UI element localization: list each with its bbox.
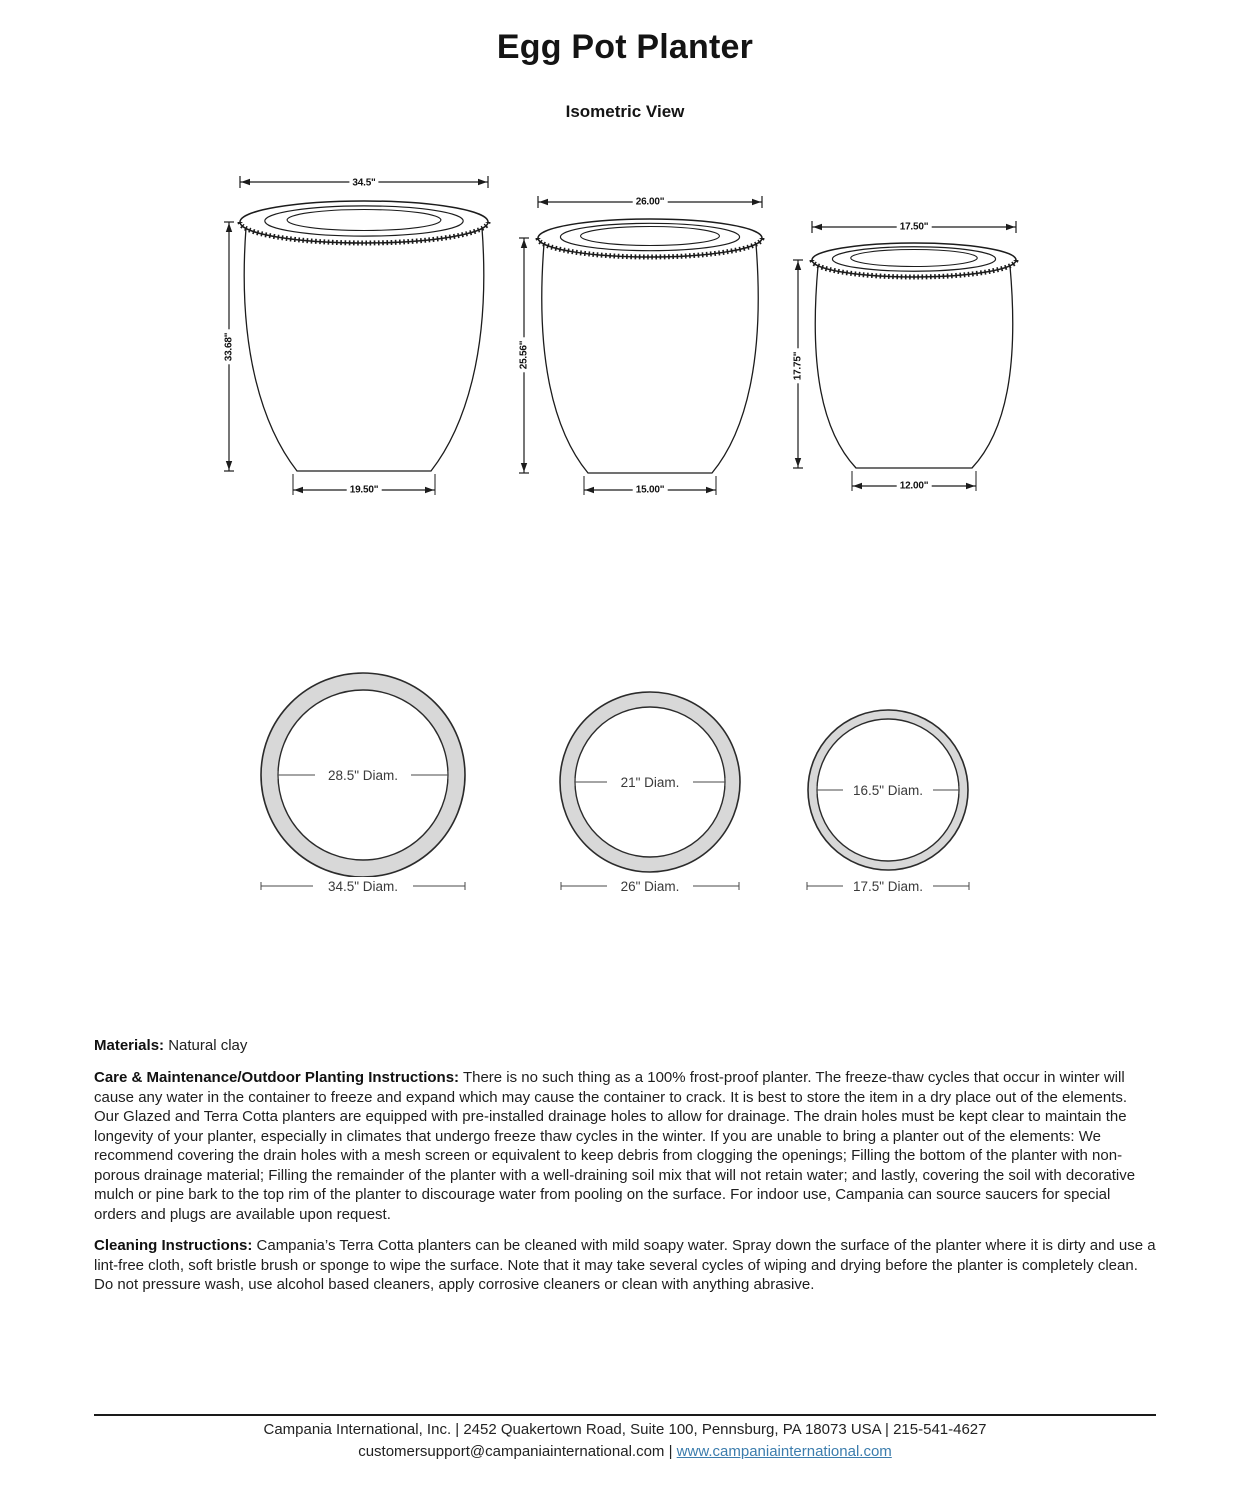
care-label: Care & Maintenance/Outdoor Planting Instructions: (94, 1069, 460, 1086)
cleaning-text: Campania’s Terra Cotta planters can be cleaned with mild soapy water. Spray down the surface of the planter where it is dirty and use a lint-free cloth, soft bristle brush or sponge to wipe the surface. Note that it may take several cycles of wiping and drying before the planter is completely clean. Do not pressure wash, use alcohol based cleaners, apply corrosive cleaners or clean with anything abrasive. (94, 1237, 1156, 1293)
medium-bottom-width-label: 15.00" (633, 485, 668, 496)
care-text: There is no such thing as a 100% frost-proof planter. The freeze-thaw cycles that occur in winter will cause any water in the container to freeze and expand which may cause the container to crack. It is best to store the item in a dry place out of the elements. Our Glazed and Terra Cotta planters are equipped with pre-installed drainage holes to allow for drainage. The drain holes must be kept clear to maintain the longevity of your planter, especially in climates that undergo freeze thaw cycles in the winter. If you are unable to bring a planter out of the elements: We recommend covering the drain holes with a mesh screen or equivalent to keep debris from clogging the openings; Filling the bottom of the planter with non-porous drainage material; Filling the remainder of the planter with a well-draining soil mix that will not retain water; and lastly, covering the soil with decorative mulch or pine bark to the top rim of the planter to discourage water from pooling on the surface. For indoor use, Campania can source saucers for special orders and plugs are available upon request. (94, 1069, 1136, 1223)
footer-website-link[interactable]: www.campaniainternational.com (676, 1443, 892, 1460)
small-top-width-label: 17.50" (897, 222, 932, 233)
pot-drawing-medium (518, 190, 772, 508)
materials-label: Materials: (94, 1037, 165, 1054)
top-view-small (805, 708, 971, 892)
footer-contact (0, 1443, 1250, 1460)
cleaning-label: Cleaning Instructions: (94, 1237, 253, 1254)
small-bottom-width-label: 12.00" (897, 481, 932, 492)
medium-inner-diameter-label: 21" Diam. (620, 775, 680, 790)
large-height-label: 33.68" (224, 330, 235, 365)
view-subtitle: Isometric View (565, 102, 685, 121)
top-view-medium (557, 690, 743, 894)
cleaning-section (94, 1236, 1156, 1295)
small-outer-diameter-label: 17.5" Diam. (852, 879, 924, 892)
pot-drawing-small (792, 216, 1030, 494)
large-bottom-width-label: 19.50" (347, 485, 382, 496)
large-inner-diameter-label: 28.5" Diam. (327, 768, 399, 783)
large-top-width-label: 34.5" (349, 178, 378, 189)
small-height-label: 17.75" (793, 349, 804, 384)
medium-height-label: 25.56" (519, 338, 530, 373)
care-section (94, 1068, 1156, 1224)
pot-drawing-large (222, 165, 504, 513)
footer-separator: | (668, 1443, 673, 1460)
footer-email: customersupport@campaniainternational.com (358, 1443, 665, 1460)
large-outer-diameter-label: 34.5" Diam. (327, 879, 399, 894)
top-view-large (255, 665, 471, 897)
medium-outer-diameter-label: 26" Diam. (620, 879, 680, 894)
materials-value: Natural clay (168, 1037, 248, 1054)
footer-address: Campania International, Inc. | 2452 Quakertown Road, Suite 100, Pennsburg, PA 18073 USA | 215-541-4627 (263, 1421, 987, 1438)
medium-top-width-label: 26.00" (633, 197, 668, 208)
small-inner-diameter-label: 16.5" Diam. (852, 783, 924, 798)
materials-section (94, 1036, 1156, 1056)
page-title: Egg Pot Planter (496, 28, 754, 66)
footer-divider (94, 1414, 1156, 1416)
